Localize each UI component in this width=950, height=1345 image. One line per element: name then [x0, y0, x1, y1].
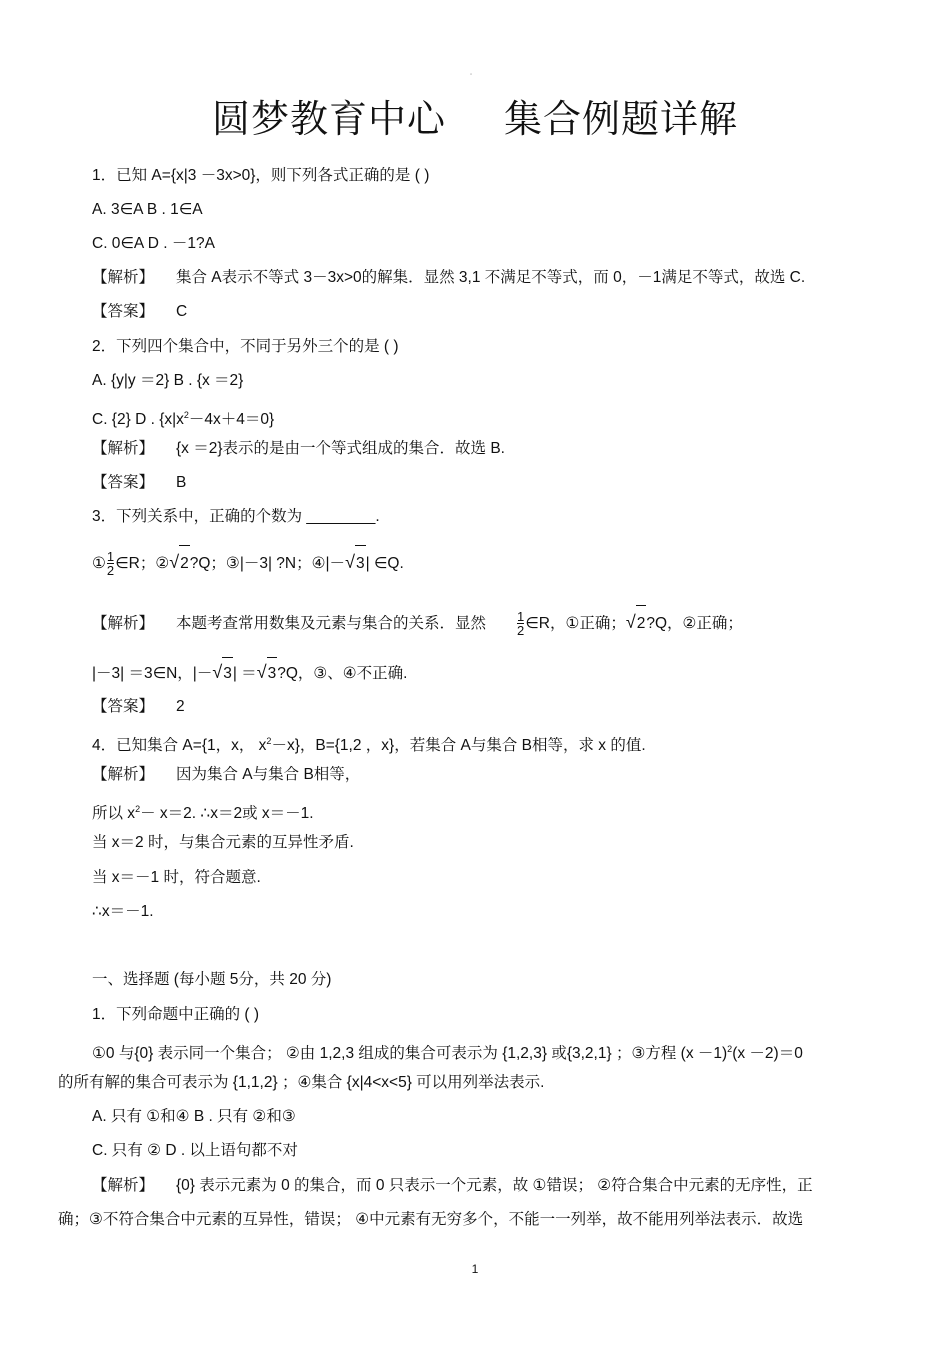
- q3-item4-post: | ∈Q.: [365, 555, 404, 572]
- title-right: 集合例题详解: [504, 97, 739, 141]
- q1-options-cd: C. 0∈A D . －1?A: [92, 235, 215, 252]
- section-analysis-1: {0} 表示元素为 0 的集合，而 0 只表示一个元素，故 ①错误； ②符合集合中元素的无序性，正: [176, 1177, 813, 1194]
- top-mark: ▫: [470, 72, 473, 78]
- sqrt-2: 2: [636, 605, 647, 642]
- q2-options-ab: A. {y|y ＝2} B . {x ＝2}: [92, 372, 244, 389]
- sqrt-3: 3: [222, 657, 233, 690]
- q2-answer-value: B: [176, 474, 187, 491]
- sqrt-icon: √: [345, 552, 355, 572]
- q2-option-d: －4x＋4＝0}: [188, 411, 275, 429]
- q3-answer-value: 2: [176, 698, 185, 715]
- sqrt-icon: √: [625, 612, 636, 632]
- fraction-half: [107, 550, 114, 577]
- analysis-tag: 【解析】: [92, 1177, 155, 1194]
- q1-analysis: [92, 268, 805, 288]
- frac-den: 2: [517, 623, 525, 639]
- sqrt-icon: √: [169, 552, 180, 572]
- q2-analysis-text: {x ＝2}表示的是由一个等式组成的集合．故选 B.: [176, 440, 505, 457]
- q1-answer-value: C: [176, 303, 188, 320]
- q4-l1-b: － x＝2. ∴x＝2或 x＝－1.: [140, 805, 314, 823]
- q3-line2-c: | ＝: [232, 665, 257, 682]
- frac-num: 1: [106, 549, 115, 565]
- q4-line2: 当 x＝2 时，与集合元素的互异性矛盾.: [92, 834, 354, 851]
- answer-tag: 【答案】: [92, 698, 155, 715]
- q4-line4: ∴x＝－1.: [92, 903, 154, 920]
- superscript: 2: [266, 736, 272, 746]
- sqrt-2: 2: [179, 545, 190, 582]
- q3-items: [92, 544, 404, 582]
- q1-answer: [92, 302, 187, 322]
- q2-option-c: C. {2} D . {x|x: [92, 411, 184, 429]
- section-heading: 一、选择题 (每小题 5分，共 20 分): [92, 971, 332, 988]
- q3-analysis: [92, 604, 743, 642]
- section-q1-stem: 1．下列命题中正确的 ( ): [92, 1006, 260, 1023]
- superscript: 2: [727, 1044, 733, 1054]
- q3-analysis-a: 本题考查常用数集及元素与集合的关系．显然: [176, 615, 487, 632]
- section-q1-text2: 的所有解的集合可表示为 {1,1,2} ；④集合 {x|4<x<5} 可以用列举法表示.: [58, 1074, 545, 1091]
- q3-line2-a: |－3| ＝3∈N: [92, 665, 178, 682]
- superscript: 2: [135, 804, 141, 814]
- section-q1-options-ab: A. 只有 ①和④ B . 只有 ②和③: [92, 1108, 296, 1125]
- frac-num: 1: [517, 609, 525, 625]
- superscript: 2: [183, 410, 189, 420]
- circled-1: ①: [92, 555, 106, 572]
- q4-analysis: [92, 765, 360, 785]
- fraction-half: [517, 610, 524, 637]
- q4-l1-a: 所以 x: [92, 805, 136, 823]
- q3-item3-post: ；④|－: [296, 555, 346, 572]
- q4-line1: [92, 799, 314, 824]
- analysis-tag: 【解析】: [92, 766, 155, 783]
- sqrt-3: 3: [355, 545, 366, 582]
- q4-stem-b: －x}，B={1,2 ，x}，若集合 A与集合 B相等，求 x 的值.: [271, 737, 646, 755]
- answer-tag: 【答案】: [92, 303, 155, 320]
- q1-analysis-text: 集合 A表示不等式 3－3x>0的解集．显然 3,1 不满足不等式，而 0，－1满足不等式，故选 C.: [176, 269, 806, 286]
- section-q1-analysis-2: 确；③不符合集合中元素的互异性，错误； ④中元素有无穷多个，不能一一列举，故不能用列举法表示．故选: [58, 1211, 804, 1228]
- q3-answer: [92, 697, 185, 717]
- section-q1-analysis: [92, 1176, 813, 1196]
- q4-stem: [92, 731, 646, 756]
- q2-stem: 2．下列四个集合中，不同于另外三个的是 ( ): [92, 338, 399, 355]
- q3-line2-b: ，|－: [177, 665, 213, 682]
- sqrt-icon: √: [256, 662, 267, 682]
- q1-stem: 1．已知 A={x|3 －3x>0}，则下列各式正确的是 ( ): [92, 167, 430, 184]
- title-left: 圆梦教育中心: [211, 97, 446, 141]
- section-q1-text1-a: ①0 与{0} 表示同一个集合； ②由 1,2,3 组成的集合可表示为 {1,2,3} 或{3,2,1} ；③方程 (x －1): [92, 1045, 728, 1063]
- q2-analysis: [92, 439, 505, 459]
- q3-line2-d: ?Q，③、④不正确.: [277, 665, 408, 682]
- q3-analysis-b: ∈R，①正确；: [525, 615, 626, 632]
- q2-options-cd: [92, 405, 274, 430]
- analysis-tag: 【解析】: [92, 440, 155, 457]
- q3-item1-post: ∈R；②: [115, 555, 170, 572]
- q3-stem: 3．下列关系中，正确的个数为 ________.: [92, 508, 380, 525]
- page-number: 1: [471, 1262, 479, 1276]
- sqrt-3: 3: [267, 657, 278, 690]
- q1-options-ab: A. 3∈A B . 1∈A: [92, 201, 203, 218]
- q3-analysis-c: ?Q，②正确；: [646, 615, 743, 632]
- section-q1-text1: [92, 1039, 803, 1064]
- sqrt-icon: √: [212, 662, 223, 682]
- q2-answer: [92, 473, 186, 493]
- q4-stem-a: 4．已知集合 A={1，x， x: [92, 737, 267, 755]
- section-q1-options-cd: C. 只有 ② D . 以上语句都不对: [92, 1142, 298, 1159]
- analysis-tag: 【解析】: [92, 269, 155, 286]
- q3-item2-post: ?Q；③|－3| ?N: [189, 555, 297, 572]
- answer-tag: 【答案】: [92, 474, 155, 491]
- analysis-tag: 【解析】: [92, 615, 155, 632]
- frac-den: 2: [106, 563, 115, 579]
- page-title: [0, 88, 950, 143]
- q4-line3: 当 x＝－1 时，符合题意.: [92, 869, 261, 886]
- q3-analysis-line2: [92, 656, 407, 690]
- section-q1-text1-b: (x －2)＝0: [732, 1045, 803, 1063]
- q4-analysis-text: 因为集合 A与集合 B相等，: [176, 766, 361, 783]
